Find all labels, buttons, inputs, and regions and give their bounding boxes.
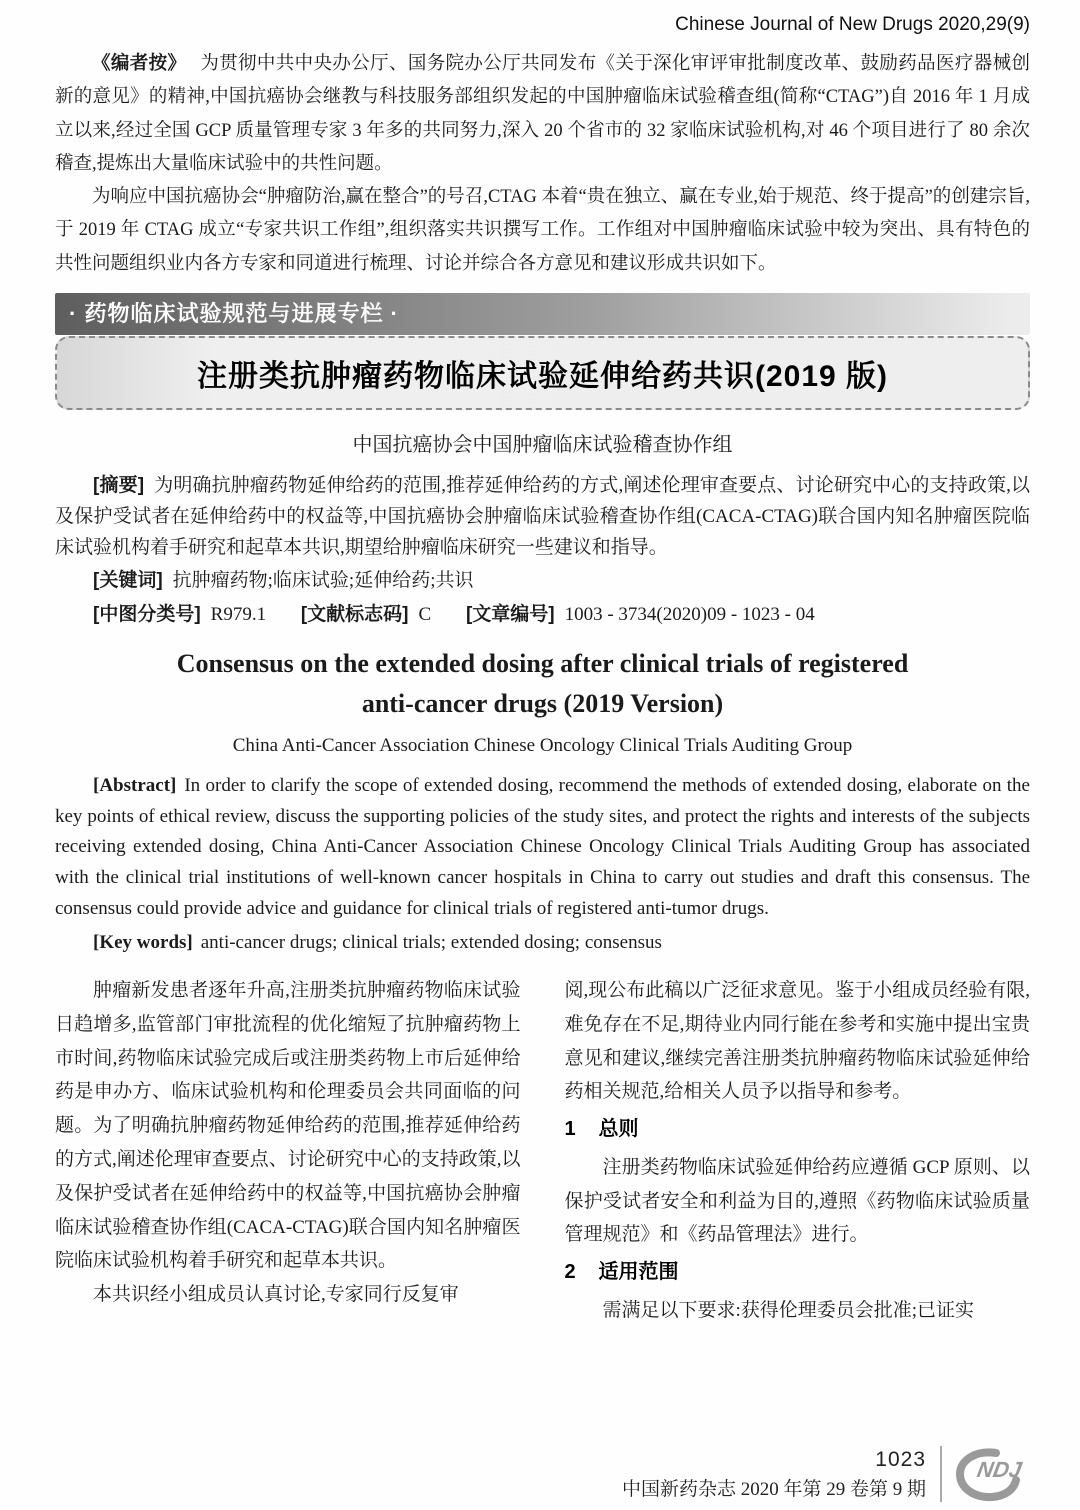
section-1-para: 注册类药物临床试验延伸给药应遵循 GCP 原则、以保护受试者安全和利益为目的,遵照《药物临床试验质量管理规范》和《药品管理法》进行。 bbox=[564, 1156, 1030, 1246]
editor-note-label: 《编者按》 bbox=[92, 52, 187, 73]
body-columns bbox=[55, 974, 1030, 1328]
author-cn: 中国抗癌协会中国肿瘤临床试验稽查协作组 bbox=[352, 434, 733, 457]
abstract-label-en: [Abstract] bbox=[93, 774, 177, 796]
abstract-text-cn: 为明确抗肿瘤药物延伸给药的范围,推荐延伸给药的方式,阐述伦理审查要点、讨论研究中心的支持政策,以及保护受试者在延伸给药中的权益等,中国抗癌协会肿瘤临床试验稽查协作组(CACA-CTAG)联合国内知名肿瘤医院临床试验机构着手研究和起草本共识,期望给肿瘤临床研究一些建议和指导。 bbox=[55, 475, 1030, 558]
right-para-continuation: 阅,现公布此稿以广泛征求意见。鉴于小组成员经验有限,难免存在不足,期待业内同行能在参考和实施中提出宝贵意见和建议,继续完善注册类抗肿瘤药物临床试验延伸给药相关规范,给相关人员予以指导和参考。 bbox=[564, 979, 1031, 1103]
title-en-line2: anti-cancer drugs (2019 Version) bbox=[361, 689, 724, 719]
article-id-label: [文章编号] bbox=[465, 603, 555, 625]
journal-logo bbox=[952, 1444, 1036, 1504]
clc-value: R979.1 bbox=[210, 603, 267, 625]
body-column-right bbox=[565, 974, 1031, 1328]
section-1-heading bbox=[565, 1112, 1031, 1148]
body-column-left bbox=[55, 974, 521, 1328]
editor-note-text1: 为贯彻中共中央办公厅、国务院办公厅共同发布《关于深化审评审批制度改革、鼓励药品医疗器械创新的意见》的精神,中国抗癌协会继教与科技服务部组织发起的中国肿瘤临床试验稽查组(简称“CTAG”)自 2016 年 1 月成立以来,经过全国 GCP 质量管理专家 3 年多的共同努力,深入 20 个省市的 32 家临床试验机构,对 46 个项目进行了 80 余次稽查,提炼出大量临床试验中的共性问题。 bbox=[55, 54, 1030, 174]
article-id-value: 1003 - 3734(2020)09 - 1023 - 04 bbox=[564, 603, 815, 625]
article-id-pair bbox=[466, 604, 815, 625]
left-para-2: 本共识经小组成员认真讨论,专家同行反复审 bbox=[93, 1284, 459, 1306]
abstract-label-cn: [摘要] bbox=[93, 475, 145, 497]
title-en-line1: Consensus on the extended dosing after clinical trials of registered bbox=[176, 649, 909, 679]
editor-note-para1 bbox=[55, 46, 1030, 181]
logo-text: NDJ bbox=[975, 1457, 1024, 1482]
editor-note bbox=[55, 46, 1030, 281]
journal-header: Chinese Journal of New Drugs 2020,29(9) bbox=[675, 14, 1030, 35]
footer-text-block bbox=[622, 1448, 926, 1501]
article-title-box bbox=[55, 336, 1030, 410]
section-1-title: 总则 bbox=[598, 1118, 639, 1141]
abstract-cn bbox=[55, 471, 1030, 563]
editor-note-para2: 为响应中国抗癌协会“肿瘤防治,赢在整合”的号召,CTAG 本着“贵在独立、赢在专业,始于规范、终于提高”的创建宗旨,于 2019 年 CTAG 成立“专家共识工作组”,组织落实共识撰写工作。工作组对中国肿瘤临床试验中较为突出、具有特色的共性问题组织业内各方专家和同道进行梳理、讨论并综合各方意见和建议形成共识如下。 bbox=[55, 187, 1030, 274]
footer-divider bbox=[940, 1446, 942, 1502]
left-para-1: 肿瘤新发患者逐年升高,注册类抗肿瘤药物临床试验日趋增多,监管部门审批流程的优化缩短了抗肿瘤药物上市时间,药物临床试验完成后或注册类药物上市后延伸给药是申办方、临床试验机构和伦理委员会共同面临的问题。为了明确抗肿瘤药物延伸给药的范围,推荐延伸给药的方式,阐述伦理审查要点、讨论研究中心的支持政策,以及保护受试者在延伸给药中的权益等,中国抗癌协会肿瘤临床试验稽查协作组(CACA-CTAG)联合国内知名肿瘤医院临床试验机构着手研究和起草本共识。 bbox=[55, 979, 521, 1272]
keywords-label-en: [Key words] bbox=[93, 931, 193, 953]
doc-code-value: C bbox=[418, 603, 432, 625]
column-banner: · 药物临床试验规范与进展专栏 · bbox=[55, 293, 1030, 335]
section-2-title: 适用范围 bbox=[598, 1261, 679, 1284]
article-title-en bbox=[55, 644, 1030, 725]
footer-journal-line: 中国新药杂志 2020 年第 29 卷第 9 期 bbox=[621, 1478, 926, 1500]
clc-label: [中图分类号] bbox=[93, 603, 201, 625]
keywords-label-cn: [关键词] bbox=[93, 570, 163, 592]
doc-code-pair bbox=[301, 604, 431, 625]
section-2-para: 需满足以下要求:获得伦理委员会批准;已证实 bbox=[602, 1299, 975, 1321]
section-2-heading bbox=[565, 1255, 1031, 1291]
meta-line bbox=[55, 600, 1030, 630]
keywords-en bbox=[55, 928, 1030, 958]
keywords-text-en: anti-cancer drugs; clinical trials; extended dosing; consensus bbox=[200, 931, 662, 953]
clc-pair bbox=[93, 604, 266, 625]
page-footer bbox=[622, 1444, 1036, 1504]
author-en: China Anti-Cancer Association Chinese Oncology Clinical Trials Auditing Group bbox=[232, 734, 853, 756]
doc-code-label: [文献标志码] bbox=[300, 603, 409, 625]
section-1-number: 1 bbox=[564, 1118, 576, 1141]
abstract-text-en: In order to clarify the scope of extended dosing, recommend the methods of extended dosing, elaborate on the key points of ethical review, discuss the supporting policies of the study sites, and protect the rights and interests of the subjects receiving extended dosing, China Anti-Cancer Association Chinese Oncology Clinical Trials Auditing Group has associated with the clinical trial institutions of well-known cancer hospitals in China to carry out studies and draft this consensus. The consensus could provide advice and guidance for clinical trials of registered anti-tumor drugs. bbox=[55, 774, 1030, 919]
keywords-text-cn: 抗肿瘤药物;临床试验;延伸给药;共识 bbox=[172, 570, 474, 592]
article-title-cn: 注册类抗肿瘤药物临床试验延伸给药共识(2019 版) bbox=[196, 360, 889, 394]
section-2-number: 2 bbox=[564, 1261, 576, 1284]
abstract-en bbox=[55, 771, 1030, 925]
keywords-cn bbox=[55, 566, 1030, 596]
page-number: 1023 bbox=[875, 1447, 926, 1471]
